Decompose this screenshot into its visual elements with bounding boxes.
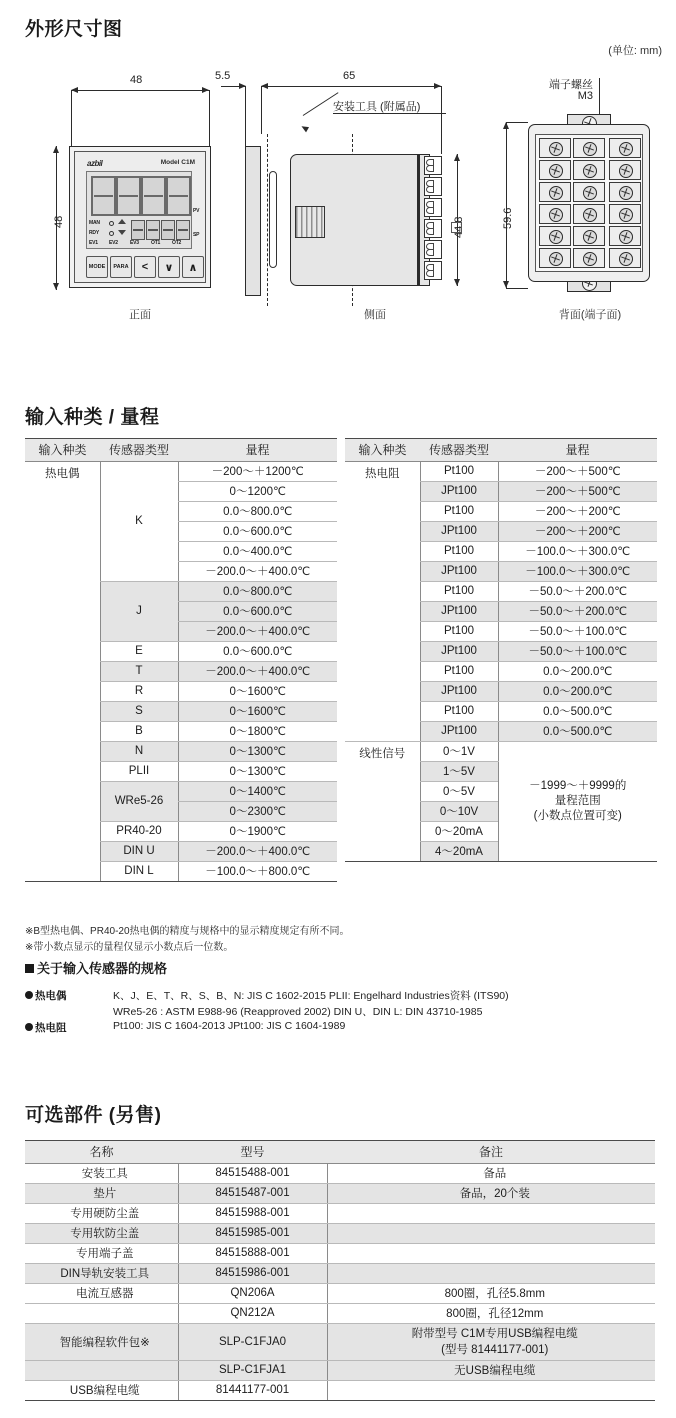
- col-header-name: 名称: [25, 1141, 178, 1164]
- cell-part-model: QN212A: [178, 1304, 327, 1324]
- cell-sensor-type: J: [100, 582, 178, 642]
- terminal-cell: [609, 204, 641, 224]
- lcd-tag-rdy: RDY: [89, 230, 99, 236]
- side-panel-arrow-down: [454, 279, 460, 286]
- cell-part-name: [25, 1304, 178, 1324]
- cell-sensor-type: JPt100: [420, 722, 498, 742]
- terminal-cell: [609, 226, 641, 246]
- optional-parts-table: [25, 1140, 655, 1401]
- cell-input-kind: 热电阻: [345, 462, 420, 742]
- cell-part-remark: 800圈，孔径5.8mm: [327, 1284, 655, 1304]
- terminal-screw-icon: [583, 208, 597, 222]
- table-row: [25, 1381, 655, 1401]
- cell-range: －100.0～＋800.0℃: [178, 862, 337, 882]
- terminal-cell: [609, 160, 641, 180]
- cell-range: －100.0～＋300.0℃: [498, 542, 657, 562]
- circle-bullet-icon: [25, 1023, 33, 1031]
- terminal-screw-icon: [619, 230, 633, 244]
- cell-sensor-type: R: [100, 682, 178, 702]
- cell-range: 0～1200℃: [178, 482, 337, 502]
- dimensions-section: [25, 14, 661, 41]
- dimension-drawing: [25, 56, 676, 346]
- table-header-row: [25, 439, 337, 462]
- optional-parts-title: 可选部件 (另售): [25, 1105, 162, 1126]
- sensor-spec-label-thermocouple: 热电偶: [25, 988, 67, 1003]
- terminal-screw-icon: [619, 252, 633, 266]
- linear-range-line-1: －1999～＋9999的: [529, 779, 627, 792]
- cell-range: 0～1600℃: [178, 682, 337, 702]
- cell-range: 0.0～500.0℃: [498, 702, 657, 722]
- cell-range: －200.0～＋400.0℃: [178, 562, 337, 582]
- input-section-title: 输入种类 / 量程: [25, 407, 160, 428]
- lcd-tag-ev1: EV1: [89, 240, 98, 246]
- cell-range: 0～1300℃: [178, 742, 337, 762]
- terminal-screw-icon: [583, 164, 597, 178]
- side-terminal-clip: [424, 156, 442, 175]
- cell-part-remark: 备品: [327, 1164, 655, 1184]
- sensor-spec-label-rtd: 热电阻: [25, 1020, 67, 1035]
- cell-sensor-type: 0～1V: [420, 742, 498, 762]
- sensor-spec-thermocouple-line2: WRe5-26 : ASTM E988-96 (Reapproved 2002) DIN U、DIN L: DIN 43710-1985: [113, 1006, 483, 1018]
- cell-part-model: 84515888-001: [178, 1244, 327, 1264]
- terminal-cell: [539, 182, 571, 202]
- cell-sensor-type: 0～20mA: [420, 822, 498, 842]
- square-symbol-icon: [451, 222, 462, 233]
- table-header-row: [345, 439, 657, 462]
- side-panel-slot: [269, 171, 277, 268]
- side-bezel-value: 5.5: [215, 70, 231, 82]
- cell-sensor-type: DIN U: [100, 842, 178, 862]
- front-width-dimline: [71, 90, 209, 91]
- table-row: [25, 1284, 655, 1304]
- pv-digit-2: [116, 176, 141, 216]
- front-ext-right: [209, 90, 210, 148]
- cell-part-name: [25, 1361, 178, 1381]
- cell-range: 0.0～500.0℃: [498, 722, 657, 742]
- cell-range: 0～1900℃: [178, 822, 337, 842]
- cell-range: 0～1300℃: [178, 762, 337, 782]
- lcd-tag-ot2: OT2: [172, 240, 182, 246]
- cell-part-name: 专用硬防尘盖: [25, 1204, 178, 1224]
- cell-range: 0.0～600.0℃: [178, 602, 337, 622]
- cell-part-remark: [327, 1224, 655, 1244]
- cell-sensor-type: Pt100: [420, 582, 498, 602]
- lcd-tag-ot1: OT1: [151, 240, 161, 246]
- table-row: [25, 1304, 655, 1324]
- mounting-tool-label: 安装工具 (附属品): [333, 101, 421, 113]
- circle-bullet-icon: [25, 991, 33, 999]
- sensor-spec-thermocouple-line1: K、J、E、T、R、S、B、N: JIS C 1602-2015 PLII: Engelhard Industries资料 (ITS90): [113, 990, 509, 1002]
- rear-height-arrow-down: [503, 281, 509, 288]
- cell-range: －100.0～＋300.0℃: [498, 562, 657, 582]
- cell-part-remark: 800圈，孔径12mm: [327, 1304, 655, 1324]
- cell-part-model: 84515487-001: [178, 1184, 327, 1204]
- cell-part-name: 智能编程软件包※: [25, 1324, 178, 1361]
- rear-height-arrow-up: [503, 122, 509, 129]
- front-view-drawing: [69, 146, 211, 288]
- cell-part-name: 专用端子盖: [25, 1244, 178, 1264]
- col-header-remark: 备注: [327, 1141, 655, 1164]
- table-row: [345, 462, 657, 482]
- cell-part-model: 84515985-001: [178, 1224, 327, 1244]
- side-depth-value: 65: [343, 70, 356, 82]
- cell-part-name: 专用软防尘盖: [25, 1224, 178, 1244]
- table-row: [25, 1164, 655, 1184]
- table-row: [25, 1224, 655, 1244]
- side-panel-arrow-up: [454, 154, 460, 161]
- side-terminal-clip: [424, 219, 442, 238]
- cell-part-remark: [327, 1381, 655, 1401]
- pv-digit-4: [166, 176, 191, 216]
- sp-digit-4: [176, 220, 190, 240]
- pv-digit-1: [91, 176, 116, 216]
- up-triangle-icon: [118, 219, 126, 224]
- lcd-indicator-2: [109, 231, 114, 236]
- terminal-cell: [539, 226, 571, 246]
- cell-sensor-type: Pt100: [420, 462, 498, 482]
- terminal-cell: [573, 182, 605, 202]
- cell-part-remark: 无USB编程电缆: [327, 1361, 655, 1381]
- lcd-display: [86, 171, 192, 249]
- down-button[interactable]: ∨: [158, 256, 180, 278]
- cell-part-model: 84515986-001: [178, 1264, 327, 1284]
- cell-part-remark: [327, 1324, 655, 1361]
- cell-sensor-type: Pt100: [420, 542, 498, 562]
- terminal-cell: [573, 248, 605, 268]
- front-width-value: 48: [130, 74, 143, 86]
- cell-sensor-type: 0～10V: [420, 802, 498, 822]
- terminal-screw-icon: [549, 164, 563, 178]
- remark-line: 附带型号 C1M专用USB编程电缆: [411, 1328, 578, 1340]
- cell-sensor-type: B: [100, 722, 178, 742]
- cell-part-model: 84515988-001: [178, 1204, 327, 1224]
- cell-part-model: SLP-C1FJA0: [178, 1324, 327, 1361]
- side-view-caption: 侧面: [364, 309, 386, 321]
- up-button[interactable]: ∧: [182, 256, 204, 278]
- side-terminal-clip: [424, 240, 442, 259]
- side-panel-value: 44.8: [453, 216, 465, 238]
- rear-height-value: 59.6: [502, 207, 514, 229]
- side-terminal-clip: [424, 177, 442, 196]
- cell-range: 0.0～200.0℃: [498, 662, 657, 682]
- cell-input-kind: 线性信号: [345, 742, 420, 862]
- table-row: [25, 1244, 655, 1264]
- cell-sensor-type: 4～20mA: [420, 842, 498, 862]
- cell-sensor-type: Pt100: [420, 622, 498, 642]
- cell-range: [498, 742, 657, 862]
- terminal-screw-icon: [549, 208, 563, 222]
- cell-range: 0.0～800.0℃: [178, 502, 337, 522]
- terminal-screw-label: 端子螺丝: [549, 79, 593, 91]
- cell-range: －200～＋200℃: [498, 502, 657, 522]
- mode-button[interactable]: MODE: [86, 256, 108, 278]
- terminal-screw-icon: [549, 186, 563, 200]
- front-width-arrow-left: [71, 87, 78, 93]
- front-width-arrow-right: [202, 87, 209, 93]
- sensor-spec-title-text: 关于输入传感器的规格: [37, 961, 168, 976]
- side-view-drawing: [245, 76, 465, 326]
- terminal-cell: [573, 160, 605, 180]
- table-header-row: [25, 1141, 655, 1164]
- sensor-spec-rtd-line1: Pt100: JIS C 1604-2013 JPt100: JIS C 1604-1989: [113, 1020, 346, 1032]
- cell-sensor-type: T: [100, 662, 178, 682]
- terminal-screw-size: M3: [577, 90, 593, 102]
- col-header-model: 型号: [178, 1141, 327, 1164]
- cell-sensor-type: 0～5V: [420, 782, 498, 802]
- cell-part-name: DIN导轨安装工具: [25, 1264, 178, 1284]
- table-row: [25, 1324, 655, 1361]
- cell-sensor-type: JPt100: [420, 522, 498, 542]
- lcd-indicator-1: [109, 221, 114, 226]
- cell-sensor-type: JPt100: [420, 562, 498, 582]
- cell-range: －200～＋500℃: [498, 462, 657, 482]
- cell-part-remark: [327, 1244, 655, 1264]
- cell-range: －50.0～＋200.0℃: [498, 582, 657, 602]
- rear-terminal-frame: [528, 124, 650, 282]
- down-triangle-icon: [118, 230, 126, 235]
- terminal-cell: [573, 204, 605, 224]
- terminal-screw-icon: [619, 208, 633, 222]
- cell-range: 0～1400℃: [178, 782, 337, 802]
- terminal-screw-icon: [549, 252, 563, 266]
- col-header-sensor: 传感器类型: [100, 439, 178, 462]
- sp-digit-1: [131, 220, 145, 240]
- sp-digit-2: [146, 220, 160, 240]
- cell-range: 0～1800℃: [178, 722, 337, 742]
- cell-range: －200.0～＋400.0℃: [178, 842, 337, 862]
- cell-sensor-type: Pt100: [420, 702, 498, 722]
- terminal-cell: [539, 248, 571, 268]
- azbil-logo: azbil: [87, 159, 103, 168]
- front-bezel: [74, 151, 206, 283]
- cell-part-name: 安装工具: [25, 1164, 178, 1184]
- lcd-tag-ev2: EV2: [109, 240, 118, 246]
- cell-part-remark: [327, 1264, 655, 1284]
- terminal-cell: [539, 138, 571, 158]
- remark-line: (型号 81441177-001): [441, 1344, 549, 1356]
- left-button[interactable]: <: [134, 256, 156, 278]
- table-row: [345, 742, 657, 762]
- cell-range: 0.0～600.0℃: [178, 522, 337, 542]
- cell-range: 0～1600℃: [178, 702, 337, 722]
- lcd-tag-ev3: EV3: [130, 240, 139, 246]
- terminal-cell: [539, 204, 571, 224]
- cell-part-model: SLP-C1FJA1: [178, 1361, 327, 1381]
- table-row: [25, 462, 337, 482]
- terminal-screw-icon: [549, 142, 563, 156]
- terminal-cell: [573, 138, 605, 158]
- cell-range: 0.0～600.0℃: [178, 642, 337, 662]
- cell-range: －200～＋200℃: [498, 522, 657, 542]
- unit-note: (单位: mm): [608, 45, 662, 57]
- front-view-caption: 正面: [129, 309, 151, 321]
- cell-sensor-type: Pt100: [420, 502, 498, 522]
- cell-part-model: 84515488-001: [178, 1164, 327, 1184]
- table-row: [25, 1184, 655, 1204]
- cell-part-name: USB编程电缆: [25, 1381, 178, 1401]
- cell-sensor-type: N: [100, 742, 178, 762]
- terminal-screw-icon: [619, 186, 633, 200]
- cell-input-kind: 热电偶: [25, 462, 100, 882]
- input-note-2: ※带小数点显示的量程仅显示小数点后一位数。: [25, 942, 234, 953]
- lcd-tag-pv: PV: [193, 208, 200, 214]
- cell-range: －50.0～＋100.0℃: [498, 642, 657, 662]
- terminal-cell: [539, 160, 571, 180]
- terminal-screw-icon: [583, 142, 597, 156]
- cell-sensor-type: S: [100, 702, 178, 722]
- col-header-kind: 输入种类: [345, 439, 420, 462]
- para-button[interactable]: PARA: [110, 256, 132, 278]
- lcd-tag-man: MAN: [89, 220, 100, 226]
- side-terminal-clip: [424, 261, 442, 280]
- front-height-arrow-down: [53, 283, 59, 290]
- col-header-range: 量程: [178, 439, 337, 462]
- terminal-cell: [609, 182, 641, 202]
- side-terminal-block: [417, 154, 444, 286]
- front-ext-left: [71, 90, 72, 148]
- cell-sensor-type: E: [100, 642, 178, 662]
- cell-part-model: QN206A: [178, 1284, 327, 1304]
- cell-sensor-type: JPt100: [420, 682, 498, 702]
- terminal-screw-icon: [549, 230, 563, 244]
- cell-sensor-type: K: [100, 462, 178, 582]
- cell-range: 0～2300℃: [178, 802, 337, 822]
- square-bullet-icon: [25, 964, 34, 973]
- front-height-value: 48: [53, 215, 65, 228]
- side-terminal-clip: [424, 198, 442, 217]
- cell-sensor-type: DIN L: [100, 862, 178, 882]
- terminal-screw-icon: [583, 230, 597, 244]
- table-row: [25, 1204, 655, 1224]
- cell-range: 0.0～800.0℃: [178, 582, 337, 602]
- cell-range: －200～＋500℃: [498, 482, 657, 502]
- col-header-kind: 输入种类: [25, 439, 100, 462]
- table-row: [25, 1361, 655, 1381]
- cell-range: －200.0～＋400.0℃: [178, 622, 337, 642]
- cell-sensor-type: WRe5-26: [100, 782, 178, 822]
- cell-sensor-type: JPt100: [420, 642, 498, 662]
- col-header-range: 量程: [498, 439, 657, 462]
- cell-sensor-type: 1～5V: [420, 762, 498, 782]
- cell-part-name: 垫片: [25, 1184, 178, 1204]
- side-bezel: [245, 146, 261, 296]
- terminal-screw-icon: [583, 186, 597, 200]
- sp-digit-3: [161, 220, 175, 240]
- cell-sensor-type: JPt100: [420, 482, 498, 502]
- page-title: 外形尺寸图: [25, 19, 123, 40]
- rear-view-drawing: [520, 114, 660, 292]
- cell-sensor-type: PLII: [100, 762, 178, 782]
- terminal-cell: [609, 248, 641, 268]
- cell-range: 0.0～200.0℃: [498, 682, 657, 702]
- cell-range: －50.0～＋200.0℃: [498, 602, 657, 622]
- cell-part-name: 电流互感器: [25, 1284, 178, 1304]
- terminal-screw-icon: [583, 252, 597, 266]
- cell-sensor-type: PR40-20: [100, 822, 178, 842]
- cell-part-model: 81441177-001: [178, 1381, 327, 1401]
- pv-digit-3: [141, 176, 166, 216]
- terminal-screw-icon: [619, 142, 633, 156]
- cell-range: －50.0～＋100.0℃: [498, 622, 657, 642]
- cell-range: －200～＋1200℃: [178, 462, 337, 482]
- linear-range-line-3: (小数点位置可变): [533, 809, 622, 822]
- terminal-cell: [573, 226, 605, 246]
- input-range-table-left: [25, 438, 337, 882]
- model-label: Model C1M: [160, 159, 195, 166]
- terminal-cell: [609, 138, 641, 158]
- cell-range: －200.0～＋400.0℃: [178, 662, 337, 682]
- side-hatch-pattern: [295, 206, 325, 238]
- cell-range: 0.0～400.0℃: [178, 542, 337, 562]
- cell-sensor-type: JPt100: [420, 602, 498, 622]
- linear-range-line-2: 量程范围: [554, 794, 601, 807]
- input-note-1: ※B型热电偶、PR40-20热电偶的精度与规格中的显示精度规定有所不同。: [25, 926, 350, 937]
- table-row: [25, 1264, 655, 1284]
- rear-height-dimline: [506, 122, 507, 288]
- terminal-screw-icon: [619, 164, 633, 178]
- input-range-table-right: [345, 438, 657, 862]
- cell-part-remark: [327, 1204, 655, 1224]
- rear-view-caption: 背面(端子面): [558, 309, 622, 321]
- front-height-arrow-up: [53, 146, 59, 153]
- cell-sensor-type: Pt100: [420, 662, 498, 682]
- sensor-spec-title: [25, 958, 167, 977]
- lcd-tag-sp: SP: [193, 232, 200, 238]
- cell-part-remark: 备品，20个装: [327, 1184, 655, 1204]
- rear-terminal-plate: [535, 134, 643, 272]
- col-header-sensor: 传感器类型: [420, 439, 498, 462]
